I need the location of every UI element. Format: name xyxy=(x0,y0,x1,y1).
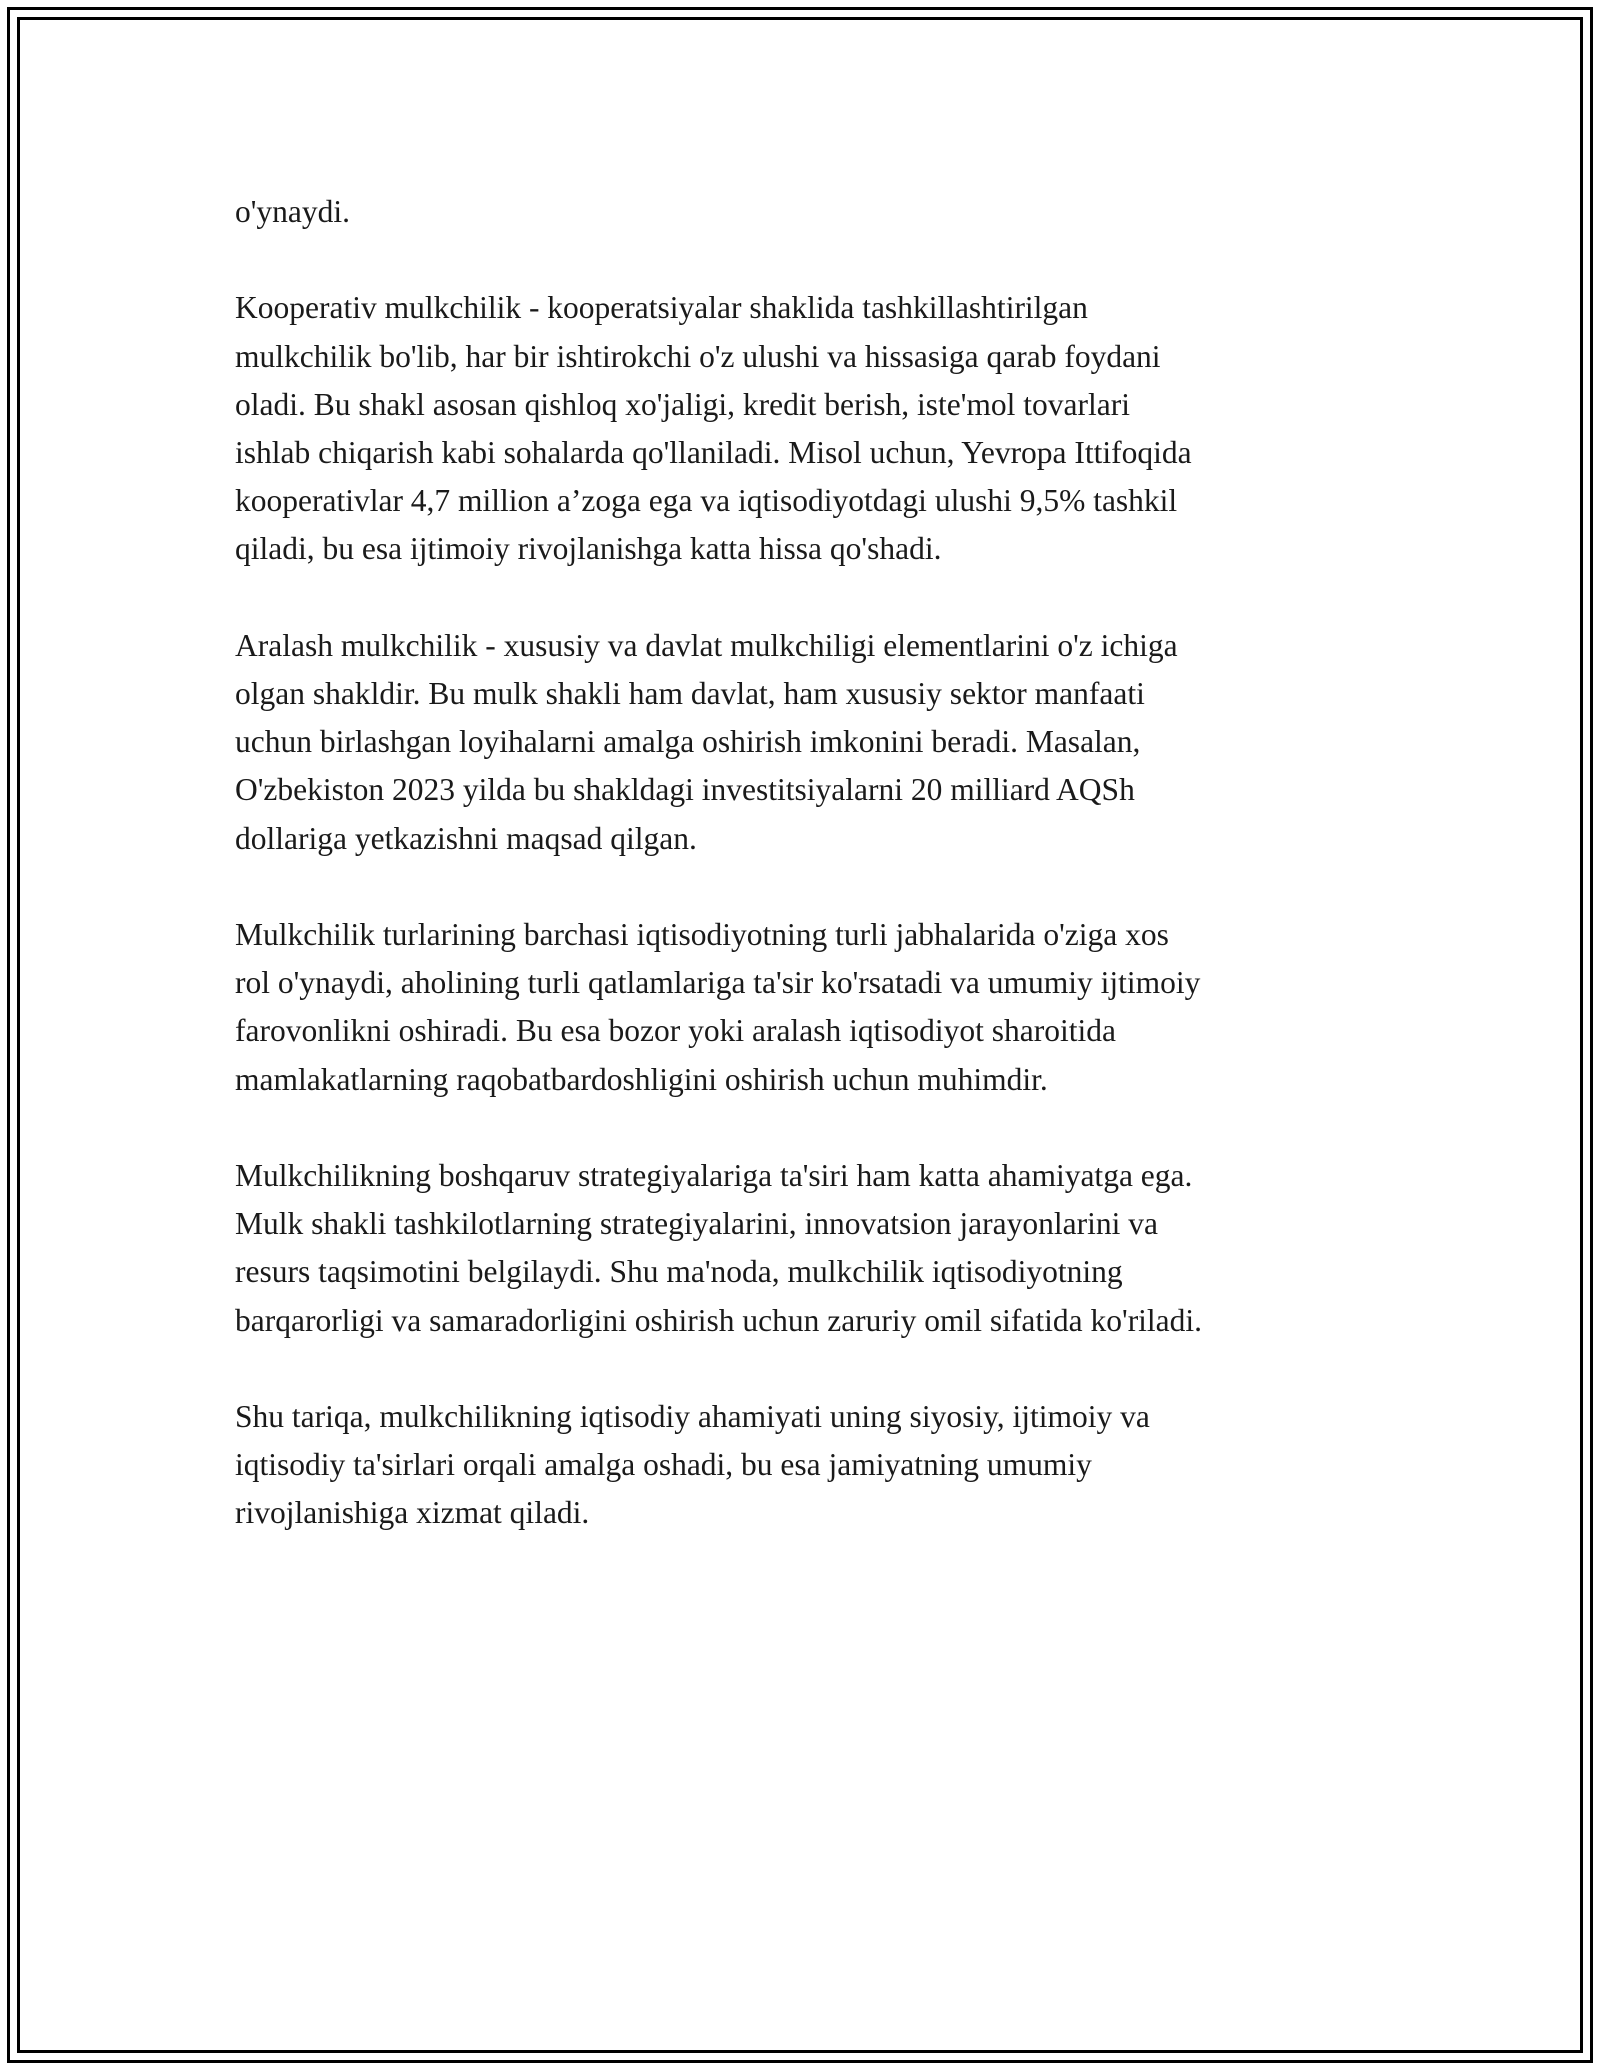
text-line: rol o'ynaydi, aholining turli qatlamlariga ta'sir ko'rsatadi va umumiy ijtimoiy xyxy=(235,965,1201,1001)
text-line: o'ynaydi. xyxy=(235,194,351,229)
paragraph-ownership-types-role xyxy=(235,911,1365,1104)
text-line: barqarorligi va samaradorligini oshirish uchun zaruriy omil sifatida ko'riladi. xyxy=(235,1302,1203,1338)
text-line: Mulkchilikning boshqaruv strategiyalariga ta'siri ham katta ahamiyatga ega. xyxy=(235,1158,1193,1193)
document-body xyxy=(235,188,1365,1586)
text-line: kooperativlar 4,7 million a’zoga ega va iqtisodiyotdagi ulushi 9,5% tashkil xyxy=(235,483,1178,519)
text-line: dollariga yetkazishni maqsad qilgan. xyxy=(235,820,697,856)
paragraph-conclusion xyxy=(235,1393,1365,1538)
text-line: mulkchilik bo'lib, har bir ishtirokchi o'z ulushi va hissasiga qarab foydani xyxy=(235,338,1161,374)
text-line: uchun birlashgan loyihalarni amalga oshirish imkonini beradi. Masalan, xyxy=(235,724,1141,760)
paragraph-continuation xyxy=(235,188,1365,236)
text-line: mamlakatlarning raqobatbardoshligini oshirish uchun muhimdir. xyxy=(235,1061,1048,1097)
text-line: rivojlanishiga xizmat qiladi. xyxy=(235,1495,590,1531)
text-line: Shu tariqa, mulkchilikning iqtisodiy ahamiyati uning siyosiy, ijtimoiy va xyxy=(235,1399,1150,1434)
text-line: qiladi, bu esa ijtimoiy rivojlanishga katta hissa qo'shadi. xyxy=(235,531,942,567)
text-line: Mulkchilik turlarining barchasi iqtisodiyotning turli jabhalarida o'ziga xos xyxy=(235,917,1169,952)
text-line: resurs taqsimotini belgilaydi. Shu ma'noda, mulkchilik iqtisodiyotning xyxy=(235,1254,1123,1290)
paragraph-mixed-ownership xyxy=(235,622,1365,863)
paragraph-cooperative-ownership xyxy=(235,284,1365,573)
paragraph-management-strategies xyxy=(235,1152,1365,1345)
text-line: ishlab chiqarish kabi sohalarda qo'llaniladi. Misol uchun, Yevropa Ittifoqida xyxy=(235,435,1192,470)
text-line: Mulk shakli tashkilotlarning strategiyalarini, innovatsion jarayonlarini va xyxy=(235,1206,1158,1242)
text-line: oladi. Bu shakl asosan qishloq xo'jaligi, kredit berish, iste'mol tovarlari xyxy=(235,386,1130,422)
text-line: olgan shakldir. Bu mulk shakli ham davlat, ham xususiy sektor manfaati xyxy=(235,676,1145,711)
text-line: iqtisodiy ta'sirlari orqali amalga oshadi, bu esa jamiyatning umumiy xyxy=(235,1447,1092,1483)
text-line: O'zbekiston 2023 yilda bu shakldagi investitsiyalarni 20 milliard AQSh xyxy=(235,772,1135,808)
text-line: Kooperativ mulkchilik - kooperatsiyalar shaklida tashkillashtirilgan xyxy=(235,290,1088,326)
text-line: farovonlikni oshiradi. Bu esa bozor yoki aralash iqtisodiyot sharoitida xyxy=(235,1013,1116,1049)
text-line: Aralash mulkchilik - xususiy va davlat mulkchiligi elementlarini o'z ichiga xyxy=(235,627,1178,663)
